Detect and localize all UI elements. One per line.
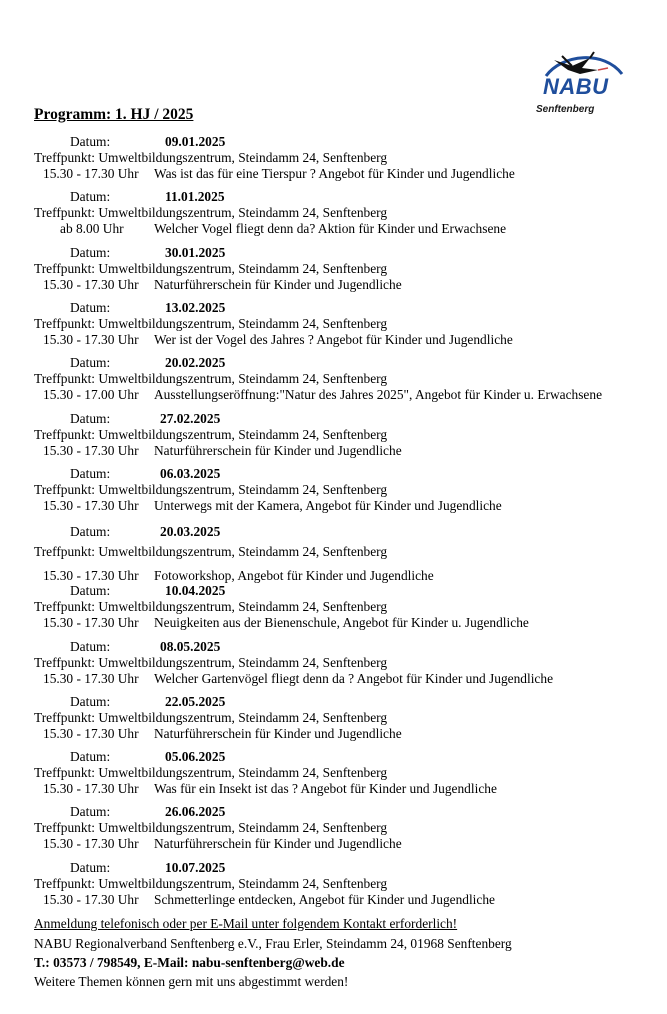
event-date-label: Datum: xyxy=(70,804,111,819)
event-time: 15.30 - 17.30 Uhr xyxy=(43,277,139,292)
event-date: 22.05.2025 xyxy=(165,694,226,709)
event-date: 13.02.2025 xyxy=(165,300,226,315)
event-place: Treffpunkt: Umweltbildungszentrum, Steindamm 24, Senftenberg xyxy=(34,599,388,614)
event-time: 15.30 - 17.30 Uhr xyxy=(43,568,139,583)
page-title: Programm: 1. HJ / 2025 xyxy=(34,106,194,123)
registration-notice: Anmeldung telefonisch oder per E-Mail unter folgendem Kontakt erforderlich! xyxy=(34,916,458,931)
event-place: Treffpunkt: Umweltbildungszentrum, Steindamm 24, Senftenberg xyxy=(34,710,388,725)
event-place: Treffpunkt: Umweltbildungszentrum, Steindamm 24, Senftenberg xyxy=(34,820,388,835)
event-place: Treffpunkt: Umweltbildungszentrum, Steindamm 24, Senftenberg xyxy=(34,655,388,670)
event-date-label: Datum: xyxy=(70,134,111,149)
event-time: 15.30 - 17.30 Uhr xyxy=(43,836,139,851)
event-date-label: Datum: xyxy=(70,245,111,260)
event-date: 11.01.2025 xyxy=(165,189,225,204)
event-date: 20.03.2025 xyxy=(160,524,221,539)
event-description: Was für ein Insekt ist das ? Angebot für Kinder und Jugendliche xyxy=(154,781,497,796)
event-date: 09.01.2025 xyxy=(165,134,226,149)
event-place: Treffpunkt: Umweltbildungszentrum, Steindamm 24, Senftenberg xyxy=(34,150,388,165)
event-place: Treffpunkt: Umweltbildungszentrum, Steindamm 24, Senftenberg xyxy=(34,316,388,331)
event-date-label: Datum: xyxy=(70,189,111,204)
event-description: Unterwegs mit der Kamera, Angebot für Kinder und Jugendliche xyxy=(154,498,502,513)
event-description: Neuigkeiten aus der Bienenschule, Angebot für Kinder u. Jugendliche xyxy=(154,615,529,630)
event-time: 15.30 - 17.30 Uhr xyxy=(43,166,139,181)
event-description: Schmetterlinge entdecken, Angebot für Kinder und Jugendliche xyxy=(154,892,495,907)
event-time: 15.30 - 17.30 Uhr xyxy=(43,443,139,458)
contact-line: T.: 03573 / 798549, E-Mail: nabu-senftenberg@web.de xyxy=(34,955,345,970)
event-place: Treffpunkt: Umweltbildungszentrum, Steindamm 24, Senftenberg xyxy=(34,482,388,497)
event-time: 15.30 - 17.00 Uhr xyxy=(43,387,139,402)
event-date: 27.02.2025 xyxy=(160,411,221,426)
event-place: Treffpunkt: Umweltbildungszentrum, Steindamm 24, Senftenberg xyxy=(34,427,388,442)
event-description: Welcher Vogel fliegt denn da? Aktion für Kinder und Erwachsene xyxy=(154,221,507,236)
event-description: Naturführerschein für Kinder und Jugendliche xyxy=(154,277,402,292)
event-description: Naturführerschein für Kinder und Jugendliche xyxy=(154,836,402,851)
event-place: Treffpunkt: Umweltbildungszentrum, Steindamm 24, Senftenberg xyxy=(34,544,388,559)
event-date-label: Datum: xyxy=(70,749,111,764)
event-date: 10.07.2025 xyxy=(165,860,226,875)
event-place: Treffpunkt: Umweltbildungszentrum, Steindamm 24, Senftenberg xyxy=(34,876,388,891)
event-date-label: Datum: xyxy=(70,411,111,426)
event-time: ab 8.00 Uhr xyxy=(60,221,124,236)
event-time: 15.30 - 17.30 Uhr xyxy=(43,498,139,513)
event-date-label: Datum: xyxy=(70,300,111,315)
event-description: Naturführerschein für Kinder und Jugendliche xyxy=(154,443,402,458)
event-date: 30.01.2025 xyxy=(165,245,226,260)
event-place: Treffpunkt: Umweltbildungszentrum, Steindamm 24, Senftenberg xyxy=(34,371,388,386)
event-description: Naturführerschein für Kinder und Jugendliche xyxy=(154,726,402,741)
event-time: 15.30 - 17.30 Uhr xyxy=(43,615,139,630)
event-date: 20.02.2025 xyxy=(165,355,226,370)
event-description: Ausstellungseröffnung:"Natur des Jahres 2025", Angebot für Kinder u. Erwachsene xyxy=(154,387,603,402)
event-time: 15.30 - 17.30 Uhr xyxy=(43,671,139,686)
event-place: Treffpunkt: Umweltbildungszentrum, Steindamm 24, Senftenberg xyxy=(34,765,388,780)
logo-sub: Senftenberg xyxy=(536,104,595,115)
address-line: NABU Regionalverband Senftenberg e.V., Frau Erler, Steindamm 24, 01968 Senftenberg xyxy=(34,936,512,951)
event-date-label: Datum: xyxy=(70,466,111,481)
event-date-label: Datum: xyxy=(70,639,111,654)
event-date: 08.05.2025 xyxy=(160,639,221,654)
logo-brand: NABU xyxy=(543,74,609,99)
more-topics-line: Weitere Themen können gern mit uns abgestimmt werden! xyxy=(34,974,349,989)
event-date-label: Datum: xyxy=(70,355,111,370)
event-date-label: Datum: xyxy=(70,524,111,539)
event-time: 15.30 - 17.30 Uhr xyxy=(43,726,139,741)
event-description: Welcher Gartenvögel fliegt denn da ? Angebot für Kinder und Jugendliche xyxy=(154,671,554,686)
event-date: 10.04.2025 xyxy=(165,583,226,598)
event-description: Was ist das für eine Tierspur ? Angebot für Kinder und Jugendliche xyxy=(154,166,515,181)
event-description: Wer ist der Vogel des Jahres ? Angebot für Kinder und Jugendliche xyxy=(154,332,513,347)
event-place: Treffpunkt: Umweltbildungszentrum, Steindamm 24, Senftenberg xyxy=(34,261,388,276)
event-date-label: Datum: xyxy=(70,860,111,875)
event-time: 15.30 - 17.30 Uhr xyxy=(43,332,139,347)
event-time: 15.30 - 17.30 Uhr xyxy=(43,781,139,796)
event-date: 05.06.2025 xyxy=(165,749,226,764)
event-time: 15.30 - 17.30 Uhr xyxy=(43,892,139,907)
event-date: 26.06.2025 xyxy=(165,804,226,819)
event-date-label: Datum: xyxy=(70,583,111,598)
event-date: 06.03.2025 xyxy=(160,466,221,481)
event-place: Treffpunkt: Umweltbildungszentrum, Steindamm 24, Senftenberg xyxy=(34,205,388,220)
event-date-label: Datum: xyxy=(70,694,111,709)
event-description: Fotoworkshop, Angebot für Kinder und Jugendliche xyxy=(154,568,434,583)
